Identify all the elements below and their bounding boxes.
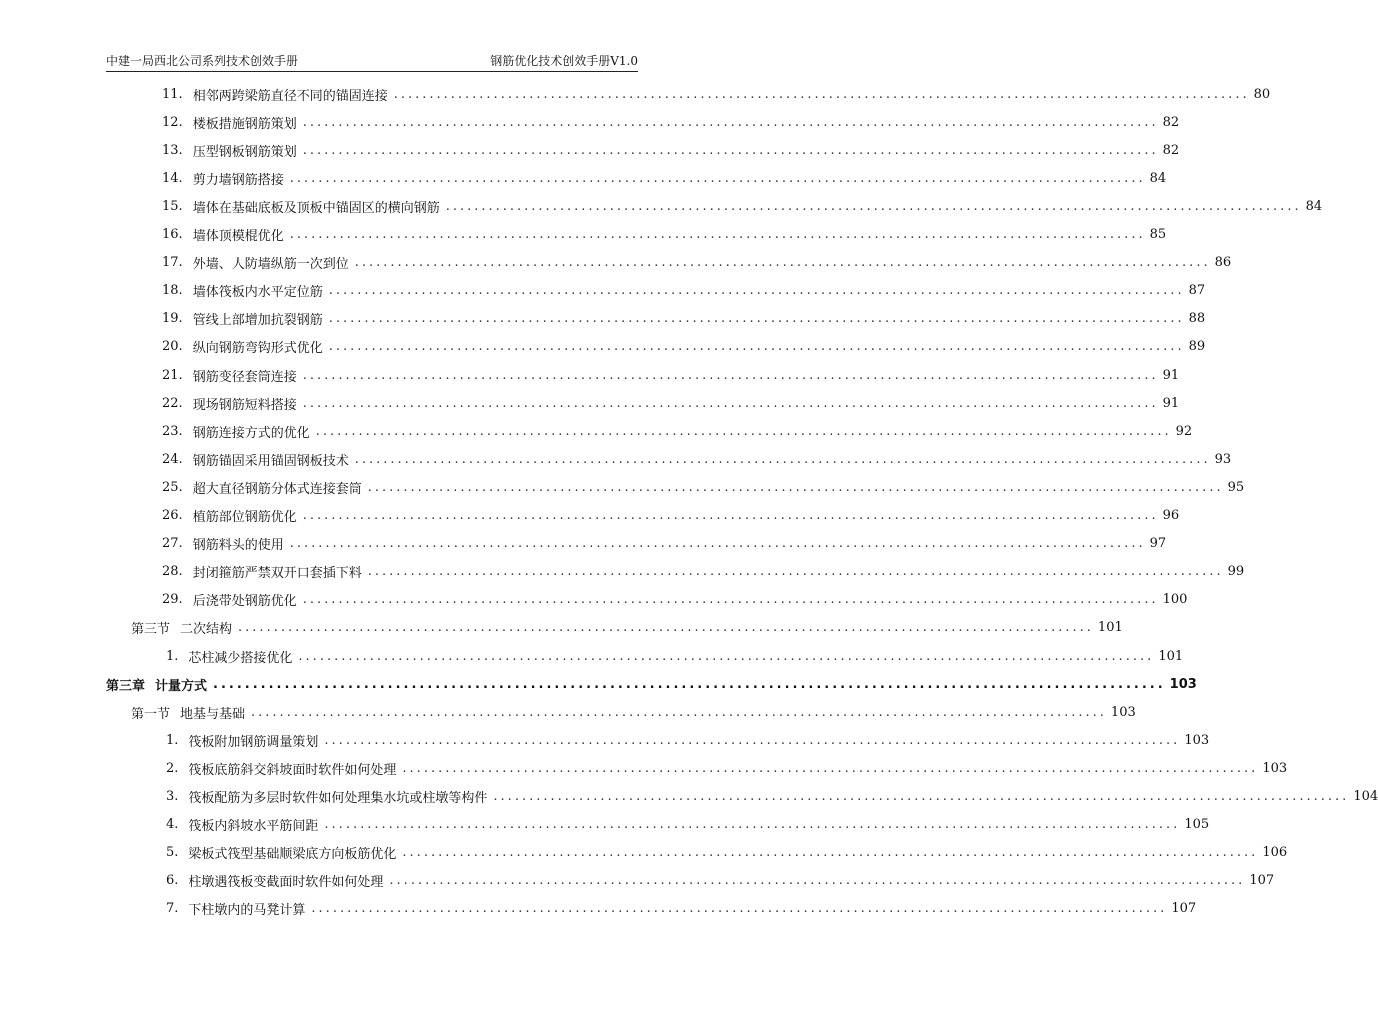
toc-entry-title: 墙体筏板内水平定位筋 bbox=[192, 285, 323, 301]
toc-leader-dots: ........................................................................................................................ bbox=[493, 789, 1350, 804]
toc-entry[interactable] bbox=[166, 870, 1275, 892]
toc-leader-dots: ........................................................................................................................ bbox=[302, 114, 1159, 130]
toc-entry-title: 芯柱减少搭接优化 bbox=[188, 650, 293, 666]
toc-leader-dots: ........................................................................................................................ bbox=[402, 760, 1259, 776]
toc-entry-title: 下柱墩内的马凳计算 bbox=[188, 903, 306, 919]
toc-leader-dots: ........................................................................................................................ bbox=[213, 676, 1166, 692]
toc-entry-title: 梁板式筏型基础顺梁底方向板筋优化 bbox=[188, 847, 397, 863]
toc-leader-dots: ........................................................................................................................ bbox=[289, 170, 1146, 186]
toc-entry-number: 第三节 bbox=[131, 622, 171, 638]
toc-leader-dots: ........................................................................................................................ bbox=[302, 395, 1159, 411]
toc-leader-dots: ........................................................................................................................ bbox=[367, 564, 1224, 580]
toc-entry-page-number: 104 bbox=[1353, 789, 1378, 804]
toc-entry-page-number: 107 bbox=[1249, 873, 1275, 889]
toc-entry-page-number: 82 bbox=[1162, 142, 1180, 158]
toc-entry[interactable] bbox=[162, 420, 1193, 442]
toc-entry-page-number: 92 bbox=[1175, 423, 1193, 439]
toc-entry-title: 外墙、人防墙纵筋一次到位 bbox=[192, 257, 349, 273]
toc-entry-page-number: 82 bbox=[1162, 114, 1180, 130]
toc-entry-title: 相邻两跨梁筋直径不同的锚固连接 bbox=[192, 88, 388, 104]
toc-entry-title: 后浇带处钢筋优化 bbox=[192, 594, 297, 610]
toc-entry-number: 1. bbox=[166, 648, 179, 664]
toc-entry-number: 17. bbox=[162, 255, 183, 271]
toc-entry-page-number: 97 bbox=[1149, 536, 1167, 552]
toc-entry-number: 11. bbox=[162, 86, 183, 102]
toc-leader-dots: ........................................................................................................................ bbox=[367, 479, 1224, 495]
toc-leader-dots: ........................................................................................................................ bbox=[328, 283, 1185, 299]
toc-entry-title: 植筋部位钢筋优化 bbox=[192, 510, 297, 525]
toc-leader-dots: ........................................................................................................................ bbox=[315, 423, 1172, 439]
toc-entry-title: 柱墩遇筏板变截面时软件如何处理 bbox=[188, 875, 384, 891]
toc-entry-page-number: 107 bbox=[1171, 901, 1197, 917]
toc-leader-dots: ........................................................................................................................ bbox=[354, 255, 1211, 271]
toc-entry-page-number: 100 bbox=[1162, 592, 1188, 608]
toc-entry[interactable] bbox=[166, 814, 1210, 836]
toc-entry-page-number: 84 bbox=[1305, 198, 1323, 214]
toc-leader-dots: ........................................................................................................................ bbox=[302, 367, 1159, 383]
header-right-title: 钢筋优化技术创效手册V1.0 bbox=[490, 54, 638, 68]
toc-entry-number: 2. bbox=[166, 760, 179, 776]
toc-entry[interactable] bbox=[162, 364, 1180, 386]
toc-entry-title: 钢筋锚固采用锚固钢板技术 bbox=[192, 453, 349, 469]
toc-entry-page-number: 96 bbox=[1162, 508, 1180, 523]
toc-entry-number: 26. bbox=[162, 508, 183, 523]
toc-entry-page-number: 103 bbox=[1262, 760, 1288, 776]
toc-entry-page-number: 99 bbox=[1227, 564, 1245, 580]
toc-leader-dots: ........................................................................................................................ bbox=[302, 142, 1159, 158]
toc-entry-page-number: 89 bbox=[1188, 339, 1206, 355]
toc-entry-number: 3. bbox=[166, 789, 179, 804]
toc-entry[interactable] bbox=[162, 476, 1245, 498]
toc-entry-title: 钢筋料头的使用 bbox=[192, 538, 284, 554]
toc-entry-number: 19. bbox=[162, 311, 183, 327]
toc-entry-number: 29. bbox=[162, 592, 183, 608]
toc-entry[interactable] bbox=[162, 561, 1245, 583]
toc-entry[interactable] bbox=[162, 139, 1180, 161]
toc-entry-page-number: 80 bbox=[1253, 86, 1271, 102]
toc-entry-number: 16. bbox=[162, 227, 183, 242]
toc-entry-number: 14. bbox=[162, 170, 183, 186]
toc-entry-page-number: 101 bbox=[1097, 620, 1123, 636]
toc-entry-page-number: 106 bbox=[1262, 845, 1288, 861]
toc-entry-number: 6. bbox=[166, 873, 179, 889]
toc-entry-page-number: 103 bbox=[1184, 732, 1210, 748]
toc-leader-dots: ........................................................................................................................ bbox=[354, 451, 1211, 467]
toc-entry[interactable] bbox=[162, 252, 1232, 274]
toc-entry-title: 筏板配筋为多层时软件如何处理集水坑或柱墩等构件 bbox=[188, 791, 488, 806]
toc-entry-page-number: 93 bbox=[1214, 451, 1232, 467]
toc-entry-number: 5. bbox=[166, 845, 179, 861]
toc-entry-title: 封闭箍筋严禁双开口套插下料 bbox=[192, 566, 362, 582]
toc-entry-page-number: 86 bbox=[1214, 255, 1232, 271]
toc-entry-number: 28. bbox=[162, 564, 183, 580]
toc-entry-number: 18. bbox=[162, 283, 183, 299]
toc-leader-dots: ........................................................................................................................ bbox=[324, 817, 1181, 833]
toc-entry-page-number: 85 bbox=[1149, 227, 1167, 242]
toc-entry-title: 纵向钢筋弯钩形式优化 bbox=[192, 341, 323, 357]
toc-entry-title: 楼板措施钢筋策划 bbox=[192, 116, 297, 132]
toc-entry-number: 12. bbox=[162, 114, 183, 130]
toc-entry[interactable] bbox=[131, 701, 1136, 723]
toc-entry[interactable] bbox=[162, 83, 1271, 105]
toc-entry-number: 1. bbox=[166, 732, 179, 748]
toc-entry-title: 筏板内斜坡水平筋间距 bbox=[188, 819, 319, 835]
toc-entry-title: 钢筋变径套筒连接 bbox=[192, 369, 297, 385]
toc-entry-title: 计量方式 bbox=[155, 678, 208, 694]
toc-entry-title: 钢筋连接方式的优化 bbox=[192, 425, 310, 441]
toc-entry-number: 4. bbox=[166, 817, 179, 833]
toc-entry[interactable] bbox=[166, 786, 1378, 808]
toc-entry[interactable] bbox=[162, 111, 1180, 133]
toc-leader-dots: ........................................................................................................................ bbox=[324, 732, 1181, 748]
toc-entry-title: 压型钢板钢筋策划 bbox=[192, 144, 297, 160]
toc-entry-number: 15. bbox=[162, 198, 183, 214]
toc-entry-number: 第三章 bbox=[106, 678, 146, 694]
toc-entry-title: 剪力墙钢筋搭接 bbox=[192, 172, 284, 188]
toc-leader-dots: ........................................................................................................................ bbox=[445, 198, 1302, 214]
toc-entry[interactable] bbox=[166, 645, 1184, 667]
toc-entry-number: 25. bbox=[162, 479, 183, 495]
toc-leader-dots: ........................................................................................................................ bbox=[289, 227, 1146, 242]
header-left-title: 中建一局西北公司系列技术创效手册 bbox=[106, 54, 299, 68]
toc-entry-number: 13. bbox=[162, 142, 183, 158]
toc-entry-title: 管线上部增加抗裂钢筋 bbox=[192, 313, 323, 329]
toc-leader-dots: ........................................................................................................................ bbox=[393, 86, 1250, 102]
toc-entry-number: 20. bbox=[162, 339, 183, 355]
toc-entry-number: 第一节 bbox=[131, 706, 171, 722]
toc-entry-number: 23. bbox=[162, 423, 183, 439]
toc-entry[interactable] bbox=[162, 308, 1206, 330]
toc-entry[interactable] bbox=[162, 392, 1180, 414]
toc-leader-dots: ........................................................................................................................ bbox=[311, 901, 1168, 917]
toc-entry-number: 7. bbox=[166, 901, 179, 917]
toc-entry-title: 筏板底筋斜交斜坡面时软件如何处理 bbox=[188, 762, 397, 778]
toc-entry-title: 墙体在基础底板及顶板中锚固区的横向钢筋 bbox=[192, 200, 440, 216]
toc-entry-number: 24. bbox=[162, 451, 183, 467]
toc-entry-number: 22. bbox=[162, 395, 183, 411]
toc-entry-number: 27. bbox=[162, 536, 183, 552]
toc-entry[interactable] bbox=[166, 898, 1197, 920]
toc-leader-dots: ........................................................................................................................ bbox=[251, 704, 1107, 720]
toc-leader-dots: ........................................................................................................................ bbox=[328, 339, 1185, 355]
toc-leader-dots: ........................................................................................................................ bbox=[402, 845, 1259, 861]
toc-entry[interactable] bbox=[166, 842, 1288, 864]
toc-entry[interactable] bbox=[166, 729, 1210, 751]
toc-entry-title: 二次结构 bbox=[180, 622, 233, 638]
toc-entry-page-number: 84 bbox=[1149, 170, 1167, 186]
toc-entry[interactable] bbox=[162, 505, 1180, 527]
toc-entry[interactable] bbox=[131, 617, 1123, 639]
toc-entry[interactable] bbox=[162, 195, 1323, 217]
toc-entry[interactable] bbox=[162, 533, 1167, 555]
toc-entry[interactable] bbox=[162, 224, 1167, 246]
toc-leader-dots: ........................................................................................................................ bbox=[389, 873, 1246, 889]
toc-entry-title: 现场钢筋短料搭接 bbox=[192, 397, 297, 413]
toc-leader-dots: ........................................................................................................................ bbox=[302, 592, 1159, 608]
toc-entry-page-number: 91 bbox=[1162, 367, 1180, 383]
toc-leader-dots: ........................................................................................................................ bbox=[298, 648, 1155, 664]
toc-entry[interactable] bbox=[162, 167, 1167, 189]
toc-entry[interactable] bbox=[162, 448, 1232, 470]
toc-entry-number: 21. bbox=[162, 367, 183, 383]
toc-leader-dots: ........................................................................................................................ bbox=[302, 508, 1159, 523]
toc-entry-page-number: 103 bbox=[1169, 676, 1197, 692]
toc-entry-page-number: 103 bbox=[1110, 704, 1136, 720]
toc-entry-page-number: 87 bbox=[1188, 283, 1206, 299]
toc-leader-dots: ........................................................................................................................ bbox=[328, 311, 1185, 327]
toc-entry-page-number: 105 bbox=[1184, 817, 1210, 833]
toc-entry[interactable] bbox=[162, 280, 1206, 302]
toc-entry[interactable] bbox=[106, 673, 1197, 695]
toc-entry-title: 地基与基础 bbox=[180, 706, 246, 722]
toc-entry-title: 筏板附加钢筋调量策划 bbox=[188, 734, 319, 750]
toc-entry-title: 超大直径钢筋分体式连接套筒 bbox=[192, 481, 362, 497]
toc-entry-title: 墙体顶模棍优化 bbox=[192, 229, 284, 244]
toc-entry-page-number: 91 bbox=[1162, 395, 1180, 411]
toc-entry[interactable] bbox=[162, 336, 1206, 358]
toc-leader-dots: ........................................................................................................................ bbox=[238, 620, 1094, 636]
toc-entry[interactable] bbox=[162, 589, 1188, 611]
toc-entry-page-number: 88 bbox=[1188, 311, 1206, 327]
toc-entry-page-number: 101 bbox=[1158, 648, 1184, 664]
toc-entry-page-number: 95 bbox=[1227, 479, 1245, 495]
toc-entry[interactable] bbox=[166, 757, 1288, 779]
toc-leader-dots: ........................................................................................................................ bbox=[289, 536, 1146, 552]
page-header bbox=[106, 50, 638, 72]
